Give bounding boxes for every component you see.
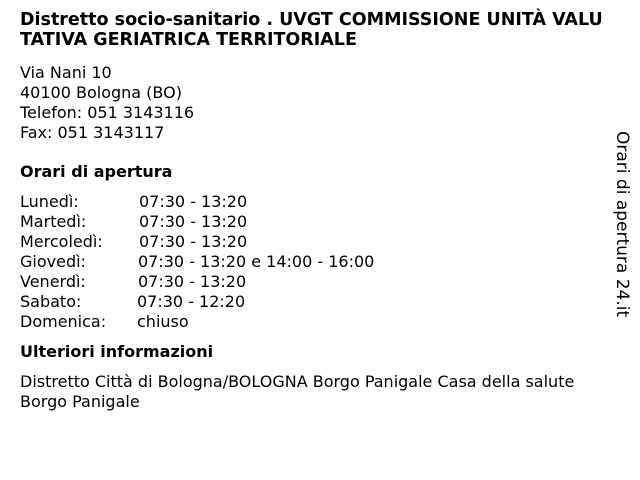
day-label: Sabato:	[20, 292, 82, 311]
hours-row-tuesday	[20, 212, 610, 232]
hours-row-wednesday	[20, 232, 610, 252]
fax-number: Fax: 051 3143117	[20, 123, 165, 142]
hours-heading: Orari di apertura	[20, 162, 173, 181]
time-value: 07:30 - 13:20 e 14:00 - 16:00	[138, 252, 375, 271]
page-title: Distretto socio-sanitario . UVGT COMMISSIONE UNITÀ VALUTATIVA GERIATRICA TERRITORIALE	[20, 10, 603, 50]
info-text: Distretto Città di Bologna/BOLOGNA Borgo Panigale Casa della salute Borgo Panigale	[20, 372, 575, 411]
hours-row-thursday	[20, 252, 610, 272]
address-city: 40100 Bologna (BO)	[20, 83, 182, 102]
day-label: Lunedì:	[20, 192, 79, 211]
day-label: Domenica:	[20, 312, 107, 331]
watermark-text: Orari di apertura 24.it	[612, 130, 632, 318]
day-label: Venerdì:	[20, 272, 86, 291]
time-value: 07:30 - 13:20	[138, 272, 247, 291]
address-street: Via Nani 10	[20, 63, 112, 82]
time-value: chiuso	[137, 312, 189, 331]
day-label: Mercoledì:	[20, 232, 103, 251]
day-label: Giovedì:	[20, 252, 86, 271]
phone-number: Telefon: 051 3143116	[20, 103, 195, 122]
watermark	[610, 130, 634, 318]
hours-row-sunday	[20, 312, 610, 332]
time-value: 07:30 - 13:20	[139, 212, 248, 231]
business-card	[20, 10, 610, 412]
time-value: 07:30 - 13:20	[139, 192, 248, 211]
hours-row-saturday	[20, 292, 610, 312]
info-heading: Ulteriori informazioni	[20, 342, 214, 361]
hours-table	[20, 192, 610, 332]
day-label: Martedì:	[20, 212, 87, 231]
time-value: 07:30 - 13:20	[139, 232, 248, 251]
time-value: 07:30 - 12:20	[137, 292, 246, 311]
hours-row-friday	[20, 272, 610, 292]
address-block	[20, 63, 610, 143]
hours-row-monday	[20, 192, 610, 212]
